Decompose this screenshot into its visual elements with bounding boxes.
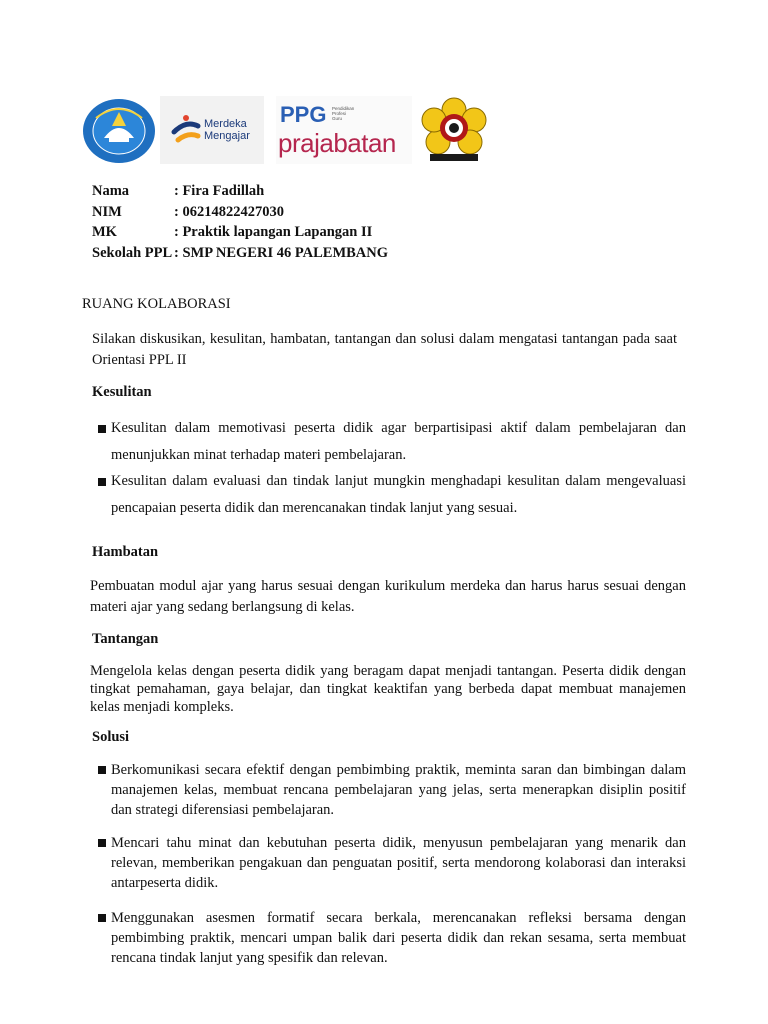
bullet-square-icon bbox=[98, 478, 106, 486]
solusi-item-text: Berkomunikasi secara efektif dengan pembimbing praktik, meminta saran dan bimbingan dalam manajemen kelas, membuat rencana pembelajaran yang jelas, serta menerapkan disiplin positif dan strategi diferensiasi pembelajaran. bbox=[111, 762, 686, 818]
info-row-mk bbox=[92, 222, 388, 243]
info-row-nim bbox=[92, 202, 388, 223]
info-value: : Fira Fadillah bbox=[174, 183, 265, 199]
logo-row bbox=[82, 96, 502, 168]
ppg-subtitle-2: Profesi bbox=[332, 111, 347, 116]
hambatan-paragraph: Pembuatan modul ajar yang harus sesuai dengan kurikulum merdeka dan harus harus sesuai dengan materi ajar yang sedang berlangsung di kelas. bbox=[90, 578, 686, 615]
tantangan-heading: Tantangan bbox=[92, 631, 159, 647]
ppg-prajabatan-logo bbox=[276, 96, 412, 164]
tut-wuri-handayani-logo bbox=[82, 98, 156, 164]
ppg-subtitle bbox=[332, 106, 354, 121]
solusi-heading: Solusi bbox=[92, 729, 130, 745]
unsri-logo bbox=[416, 96, 492, 166]
solusi-item-text: Menggunakan asesmen formatif secara berkala, merencanakan refleksi bersama dengan pembimbing praktik, mencari umpan balik dari peserta didik dan rekan sesama, serta membuat rencana tindak lanjut yang spesifik dan relevan. bbox=[111, 910, 686, 966]
page-title: RUANG KOLABORASI bbox=[82, 296, 231, 312]
merdeka-mengajar-logo bbox=[160, 96, 264, 164]
merdeka-line2: Mengajar bbox=[204, 130, 250, 142]
info-label: Sekolah PPL bbox=[92, 244, 173, 261]
prajabatan-text: prajabatan bbox=[278, 128, 396, 158]
kesulitan-heading: Kesulitan bbox=[92, 384, 152, 400]
merdeka-line1: Merdeka bbox=[204, 118, 247, 130]
bullet-square-icon bbox=[98, 425, 106, 433]
ppg-subtitle-3: Guru bbox=[332, 116, 343, 121]
info-value: : Praktik lapangan Lapangan II bbox=[174, 224, 373, 240]
kesulitan-item bbox=[98, 415, 686, 469]
info-value: : 06214822427030 bbox=[174, 203, 284, 220]
solusi-item-text: Mencari tahu minat dan kebutuhan peserta didik, menyusun pembelajaran yang menarik dan relevan, memberikan pengakuan dan penguatan positif, serta mendorong kolaborasi dan interaksi antarpeserta didik. bbox=[111, 835, 686, 891]
info-label: NIM bbox=[92, 203, 122, 220]
student-info bbox=[92, 181, 388, 263]
hambatan-heading: Hambatan bbox=[92, 544, 159, 560]
info-label: MK bbox=[92, 224, 117, 240]
info-value: : SMP NEGERI 46 PALEMBANG bbox=[174, 244, 389, 261]
kesulitan-item bbox=[98, 468, 686, 522]
info-row-sekolah bbox=[92, 243, 388, 264]
ppg-text: PPG bbox=[280, 102, 327, 127]
bullet-square-icon bbox=[98, 766, 106, 774]
bullet-square-icon bbox=[98, 914, 106, 922]
solusi-item bbox=[98, 833, 686, 893]
info-row-nama bbox=[92, 181, 388, 202]
solusi-item bbox=[98, 908, 686, 968]
bullet-square-icon bbox=[98, 839, 106, 847]
intro-paragraph: Silakan diskusikan, kesulitan, hambatan, tantangan dan solusi dalam mengatasi tantangan pada saat Orientasi PPL II bbox=[92, 331, 677, 368]
kesulitan-item-text: Kesulitan dalam memotivasi peserta didik agar berpartisipasi aktif dalam pembelajaran dan menunjukkan minat terhadap materi pembelajaran. bbox=[111, 420, 686, 463]
solusi-item bbox=[98, 760, 686, 820]
ppg-subtitle-1: Pendidikan bbox=[332, 106, 355, 111]
info-label: Nama bbox=[92, 183, 130, 199]
tantangan-paragraph: Mengelola kelas dengan peserta didik yang beragam dapat menjadi tantangan. Peserta didik dengan tingkat pemahaman, gaya belajar, dan tingkat keaktifan yang berbeda dapat membuat manajemen kelas menjadi kompleks. bbox=[90, 663, 686, 715]
kesulitan-item-text: Kesulitan dalam evaluasi dan tindak lanjut mungkin menghadapi kesulitan dalam mengevaluasi pencapaian peserta didik dan merencanakan tindak lanjut yang sesuai. bbox=[111, 473, 686, 516]
